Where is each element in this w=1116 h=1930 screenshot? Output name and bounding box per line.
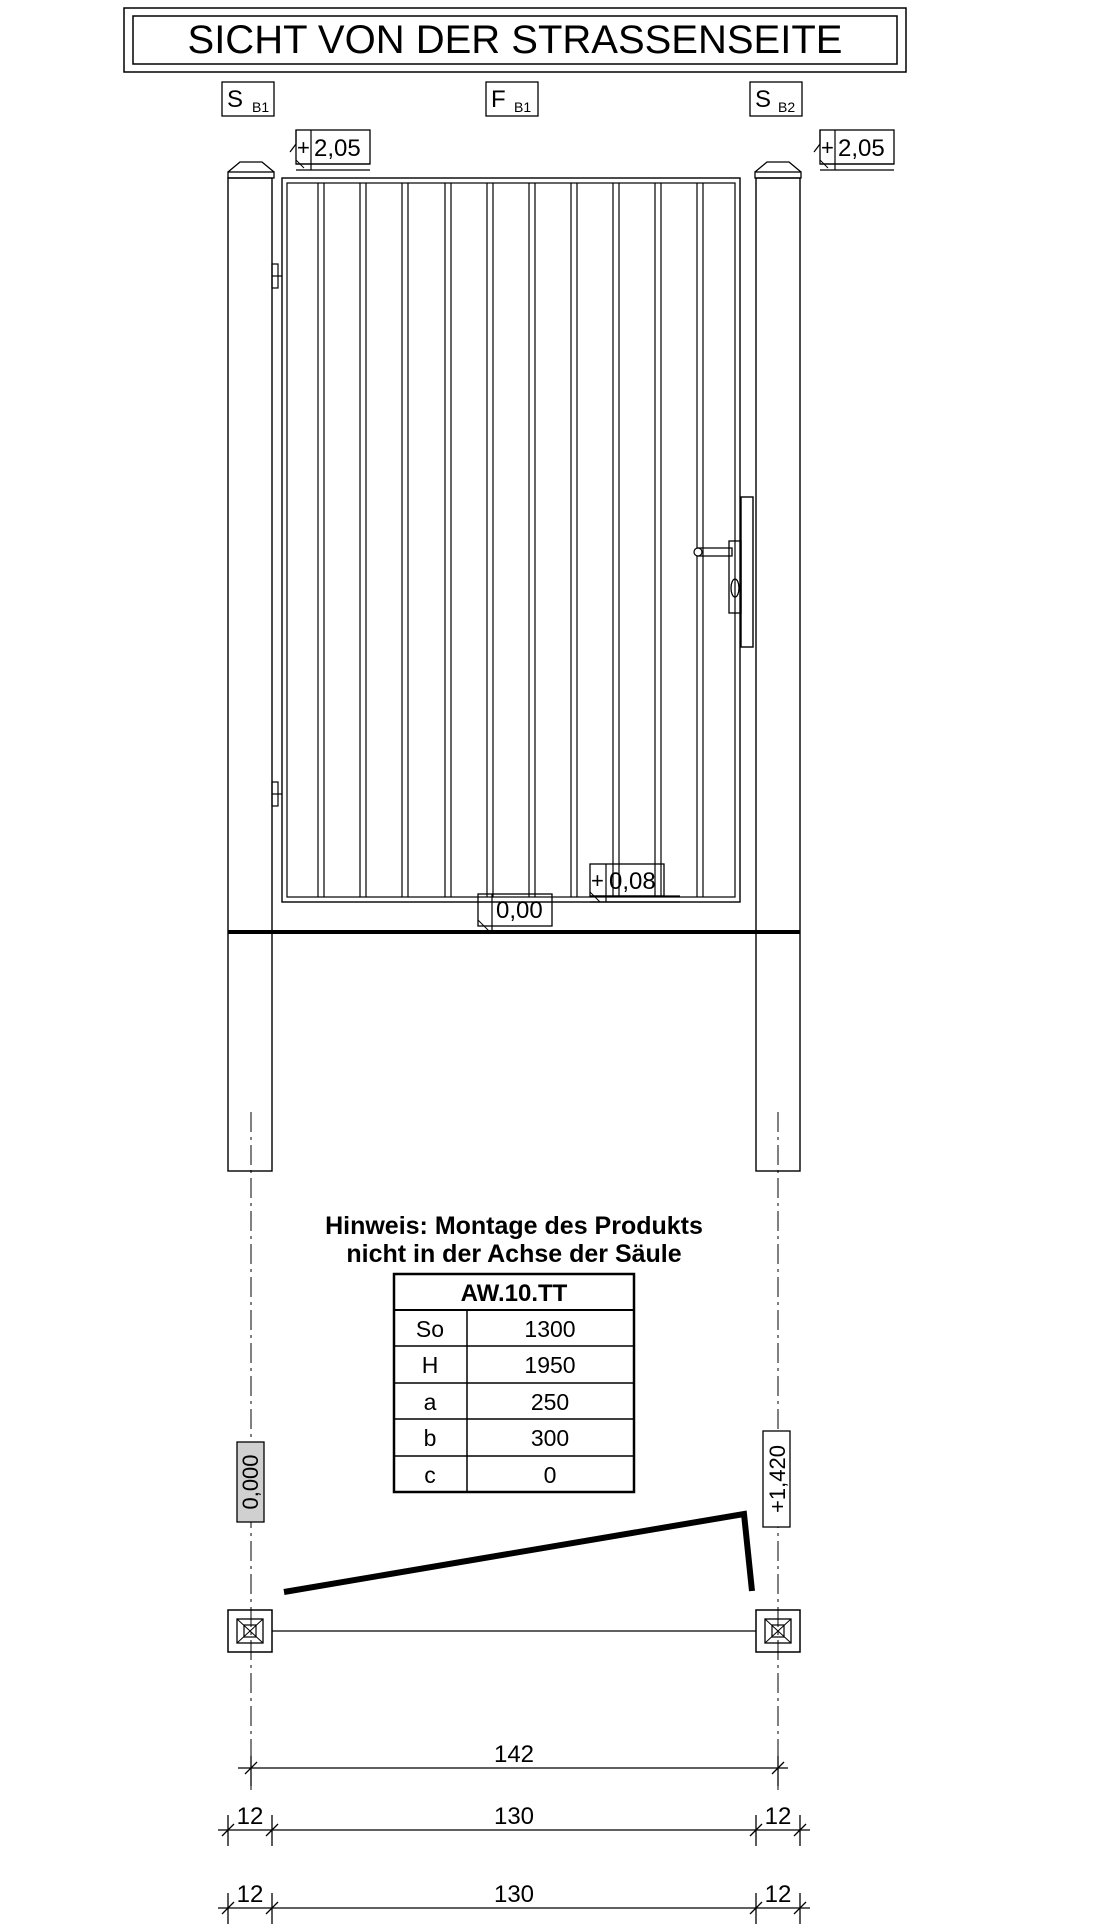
spec-key: a xyxy=(423,1389,437,1415)
gate-swing-line xyxy=(284,1514,752,1592)
spec-table-title: AW.10.TT xyxy=(460,1280,568,1307)
dimension-value-left: 12 xyxy=(236,1803,264,1830)
plan-view xyxy=(228,1514,800,1652)
drawing-title: SICHT VON DER STRASSENSEITE xyxy=(187,18,843,62)
right-post xyxy=(755,162,801,1171)
dimension-value-left: 12 xyxy=(236,1881,264,1908)
plan-level-value: +1,420 xyxy=(765,1445,790,1513)
spec-value: 300 xyxy=(530,1425,570,1451)
elevation-value: 2,05 xyxy=(314,135,361,162)
position-label-sub: B1 xyxy=(514,99,532,115)
dimension-value-right: 12 xyxy=(764,1881,792,1908)
spec-value: 250 xyxy=(530,1389,570,1415)
plan-post-left xyxy=(228,1610,272,1652)
dimension-value: 142 xyxy=(493,1741,535,1768)
position-label-right-post xyxy=(750,82,802,116)
elevation-sign: + xyxy=(821,135,834,160)
dimension-overall xyxy=(238,1741,788,1786)
position-label-main: F xyxy=(491,86,506,113)
elevation-sign: + xyxy=(297,135,310,160)
gate-leaf xyxy=(282,178,740,902)
position-label-main: S xyxy=(755,86,772,113)
plan-level-left xyxy=(237,1442,264,1522)
dimension-value-right: 12 xyxy=(764,1803,792,1830)
position-label-sub: B1 xyxy=(252,99,270,115)
elevation-tag-left-post xyxy=(290,130,370,170)
montage-note-line1: Hinweis: Montage des Produkts xyxy=(325,1212,703,1240)
left-post xyxy=(228,162,282,1171)
montage-note-line2: nicht in der Achse der Säule xyxy=(346,1240,682,1268)
elevation-tag-right-post xyxy=(814,130,894,170)
elevation-tag-ground xyxy=(478,894,552,932)
plan-level-right xyxy=(763,1431,790,1527)
elevation-value: 0,00 xyxy=(496,897,543,924)
position-label-sub: B2 xyxy=(778,99,796,115)
position-label-field xyxy=(486,82,538,116)
elevation-tag-gate-bottom xyxy=(590,864,680,902)
dimension-row-2 xyxy=(218,1881,810,1924)
dimension-value-middle: 130 xyxy=(493,1881,535,1908)
spec-key: So xyxy=(415,1316,445,1342)
spec-value: 1300 xyxy=(524,1316,576,1342)
dimension-value-middle: 130 xyxy=(493,1803,535,1830)
gate-slats xyxy=(318,183,703,897)
spec-key: H xyxy=(421,1352,439,1378)
spec-value: 1950 xyxy=(524,1352,576,1378)
plan-level-value: 0,000 xyxy=(238,1454,263,1510)
spec-key: c xyxy=(424,1462,436,1488)
position-label-left-post xyxy=(222,82,274,116)
elevation-sign: + xyxy=(591,868,604,893)
spec-table xyxy=(394,1274,634,1492)
elevation-value: 0,08 xyxy=(609,868,656,895)
elevation-value: 2,05 xyxy=(838,135,885,162)
title-block xyxy=(124,8,906,72)
spec-key: b xyxy=(423,1425,437,1451)
spec-value: 0 xyxy=(543,1462,557,1488)
position-label-main: S xyxy=(227,86,244,113)
dimension-row-1 xyxy=(218,1803,810,1846)
